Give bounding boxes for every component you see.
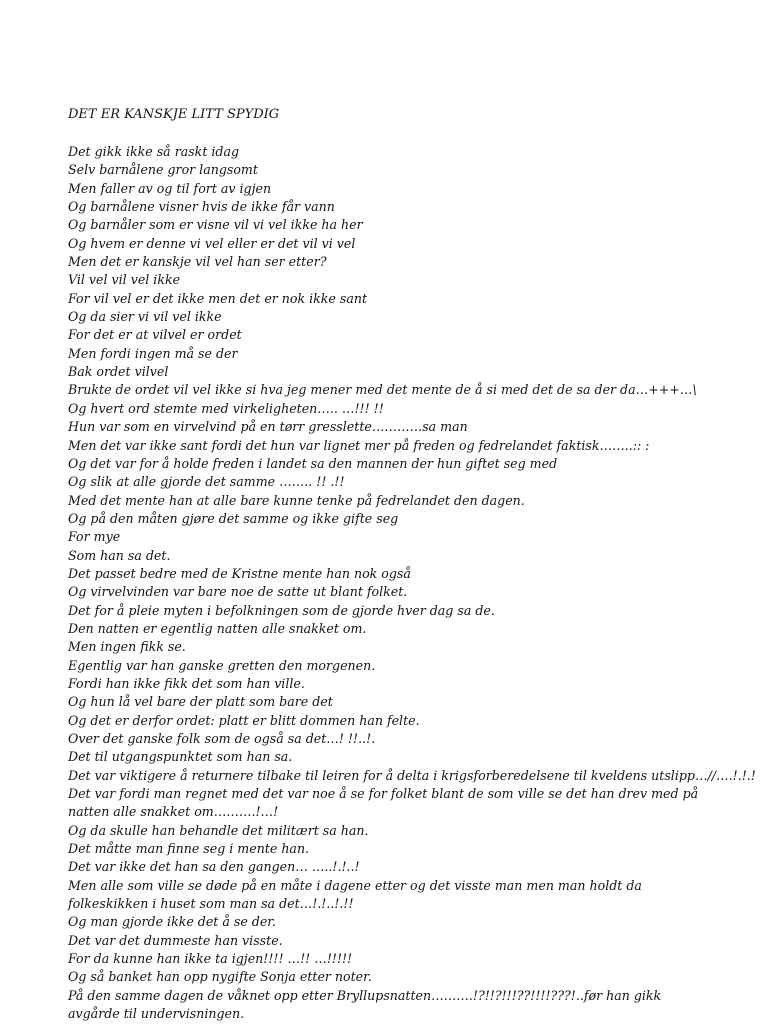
- poem-line: Med det mente han at alle bare kunne tenke på fedrelandet den dagen.: [68, 492, 525, 508]
- poem-line: Selv barnålene gror langsomt: [68, 162, 258, 178]
- poem-body: [68, 143, 756, 1024]
- poem-line: Men faller av og til fort av igjen: [68, 180, 272, 196]
- poem-line: Det var fordi man regnet med det var noe å se for folket blant de som ville se det han drev med på natten alle snakket om……….!…!: [68, 786, 699, 820]
- poem-line: Hun var som en virvelvind på en tørr gresslette…………sa man: [68, 419, 468, 435]
- poem-line: Det til utgangspunktet som han sa.: [68, 749, 293, 765]
- poem-line: Det gikk ikke så raskt idag: [68, 144, 240, 159]
- poem-line: Den natten er egentlig natten alle snakket om.: [68, 620, 367, 636]
- poem-line: Vil vel vil vel ikke: [68, 272, 181, 288]
- poem-line: Og man gjorde ikke det å se der.: [68, 914, 276, 930]
- poem-line: Egentlig var han ganske gretten den morgenen.: [68, 657, 376, 673]
- poem-line: Og så banket han opp nygifte Sonja etter noter.: [68, 969, 372, 985]
- poem-line: Og barnålene visner hvis de ikke får vann: [68, 199, 335, 215]
- poem-line: Og slik at alle gjorde det samme …….. !! .!!: [68, 474, 345, 490]
- poem-line: Brukte de ordet vil vel ikke si hva jeg mener med det mente de å si med det de sa der da…+++…\: [68, 382, 697, 398]
- poem-line: For vil vel er det ikke men det er nok ikke sant: [68, 290, 368, 306]
- poem-line: Men det var ikke sant fordi det hun var lignet mer på freden og fedrelandet faktisk……..:: :: [68, 437, 650, 453]
- poem-line: Og barnåler som er visne vil vi vel ikke ha her: [68, 217, 363, 233]
- poem-line: For det er at vilvel er ordet: [68, 327, 242, 343]
- poem-line: Og det er derfor ordet: platt er blitt dommen han felte.: [68, 712, 420, 728]
- poem-line: Og hvert ord stemte med virkeligheten….. …!!! !!: [68, 400, 384, 416]
- poem-line: Og da skulle han behandle det militært sa han.: [68, 822, 369, 838]
- poem-line: For mye: [68, 529, 121, 545]
- poem-line: Men ingen fikk se.: [68, 639, 186, 655]
- poem-line: Og hun lå vel bare der platt som bare det: [68, 694, 333, 710]
- poem-line: Det passet bedre med de Kristne mente han nok også: [68, 565, 411, 581]
- poem-line: Det var viktigere å returnere tilbake til leiren for å delta i krigsforberedelsene til kveldens utslipp…//….!.!.!: [68, 767, 756, 783]
- poem-line: Men alle som ville se døde på en måte i dagene etter og det visste man men man holdt da folkeskikken i huset som man sa det…!.!..!.!!: [68, 877, 642, 912]
- poem-line: Som han sa det.: [68, 547, 171, 563]
- poem-line: Det måtte man finne seg i mente han.: [68, 841, 310, 857]
- poem-line: Men fordi ingen må se der: [68, 345, 238, 361]
- poem-line: Men det er kanskje vil vel han ser etter?: [68, 254, 327, 270]
- poem-line: Fordi han ikke fikk det som han ville.: [68, 675, 305, 691]
- poem-line: Det var ikke det han sa den gangen… …..!.!..!: [68, 859, 360, 875]
- poem-line: Og da sier vi vil vel ikke: [68, 309, 222, 325]
- poem-line: Det for å pleie myten i befolkningen som de gjorde hver dag sa de.: [68, 602, 495, 618]
- poem-line: Over det ganske folk som de også sa det…! !!..!.: [68, 731, 376, 746]
- poem-line: Og hvem er denne vi vel eller er det vil vi vel: [68, 235, 356, 251]
- poem-title: DET ER KANSKJE LITT SPYDIG: [68, 107, 280, 122]
- poem-line: Og på den måten gjøre det samme og ikke gifte seg: [68, 510, 399, 526]
- poem-line: Og virvelvinden var bare noe de satte ut blant folket.: [68, 584, 408, 600]
- poem-line: Det var det dummeste han visste.: [68, 932, 283, 948]
- poem-line: Bak ordet vilvel: [68, 364, 169, 380]
- poem-line: På den samme dagen de våknet opp etter Bryllupsnatten……….!?!!?!!!??!!!!???!..før han gikk avgårde til undervisningen.: [68, 987, 662, 1022]
- poem-line: For da kunne han ikke ta igjen!!!! …!! …!!!!!: [68, 951, 353, 967]
- poem-line: Og det var for å holde freden i landet sa den mannen der hun giftet seg med: [68, 455, 558, 471]
